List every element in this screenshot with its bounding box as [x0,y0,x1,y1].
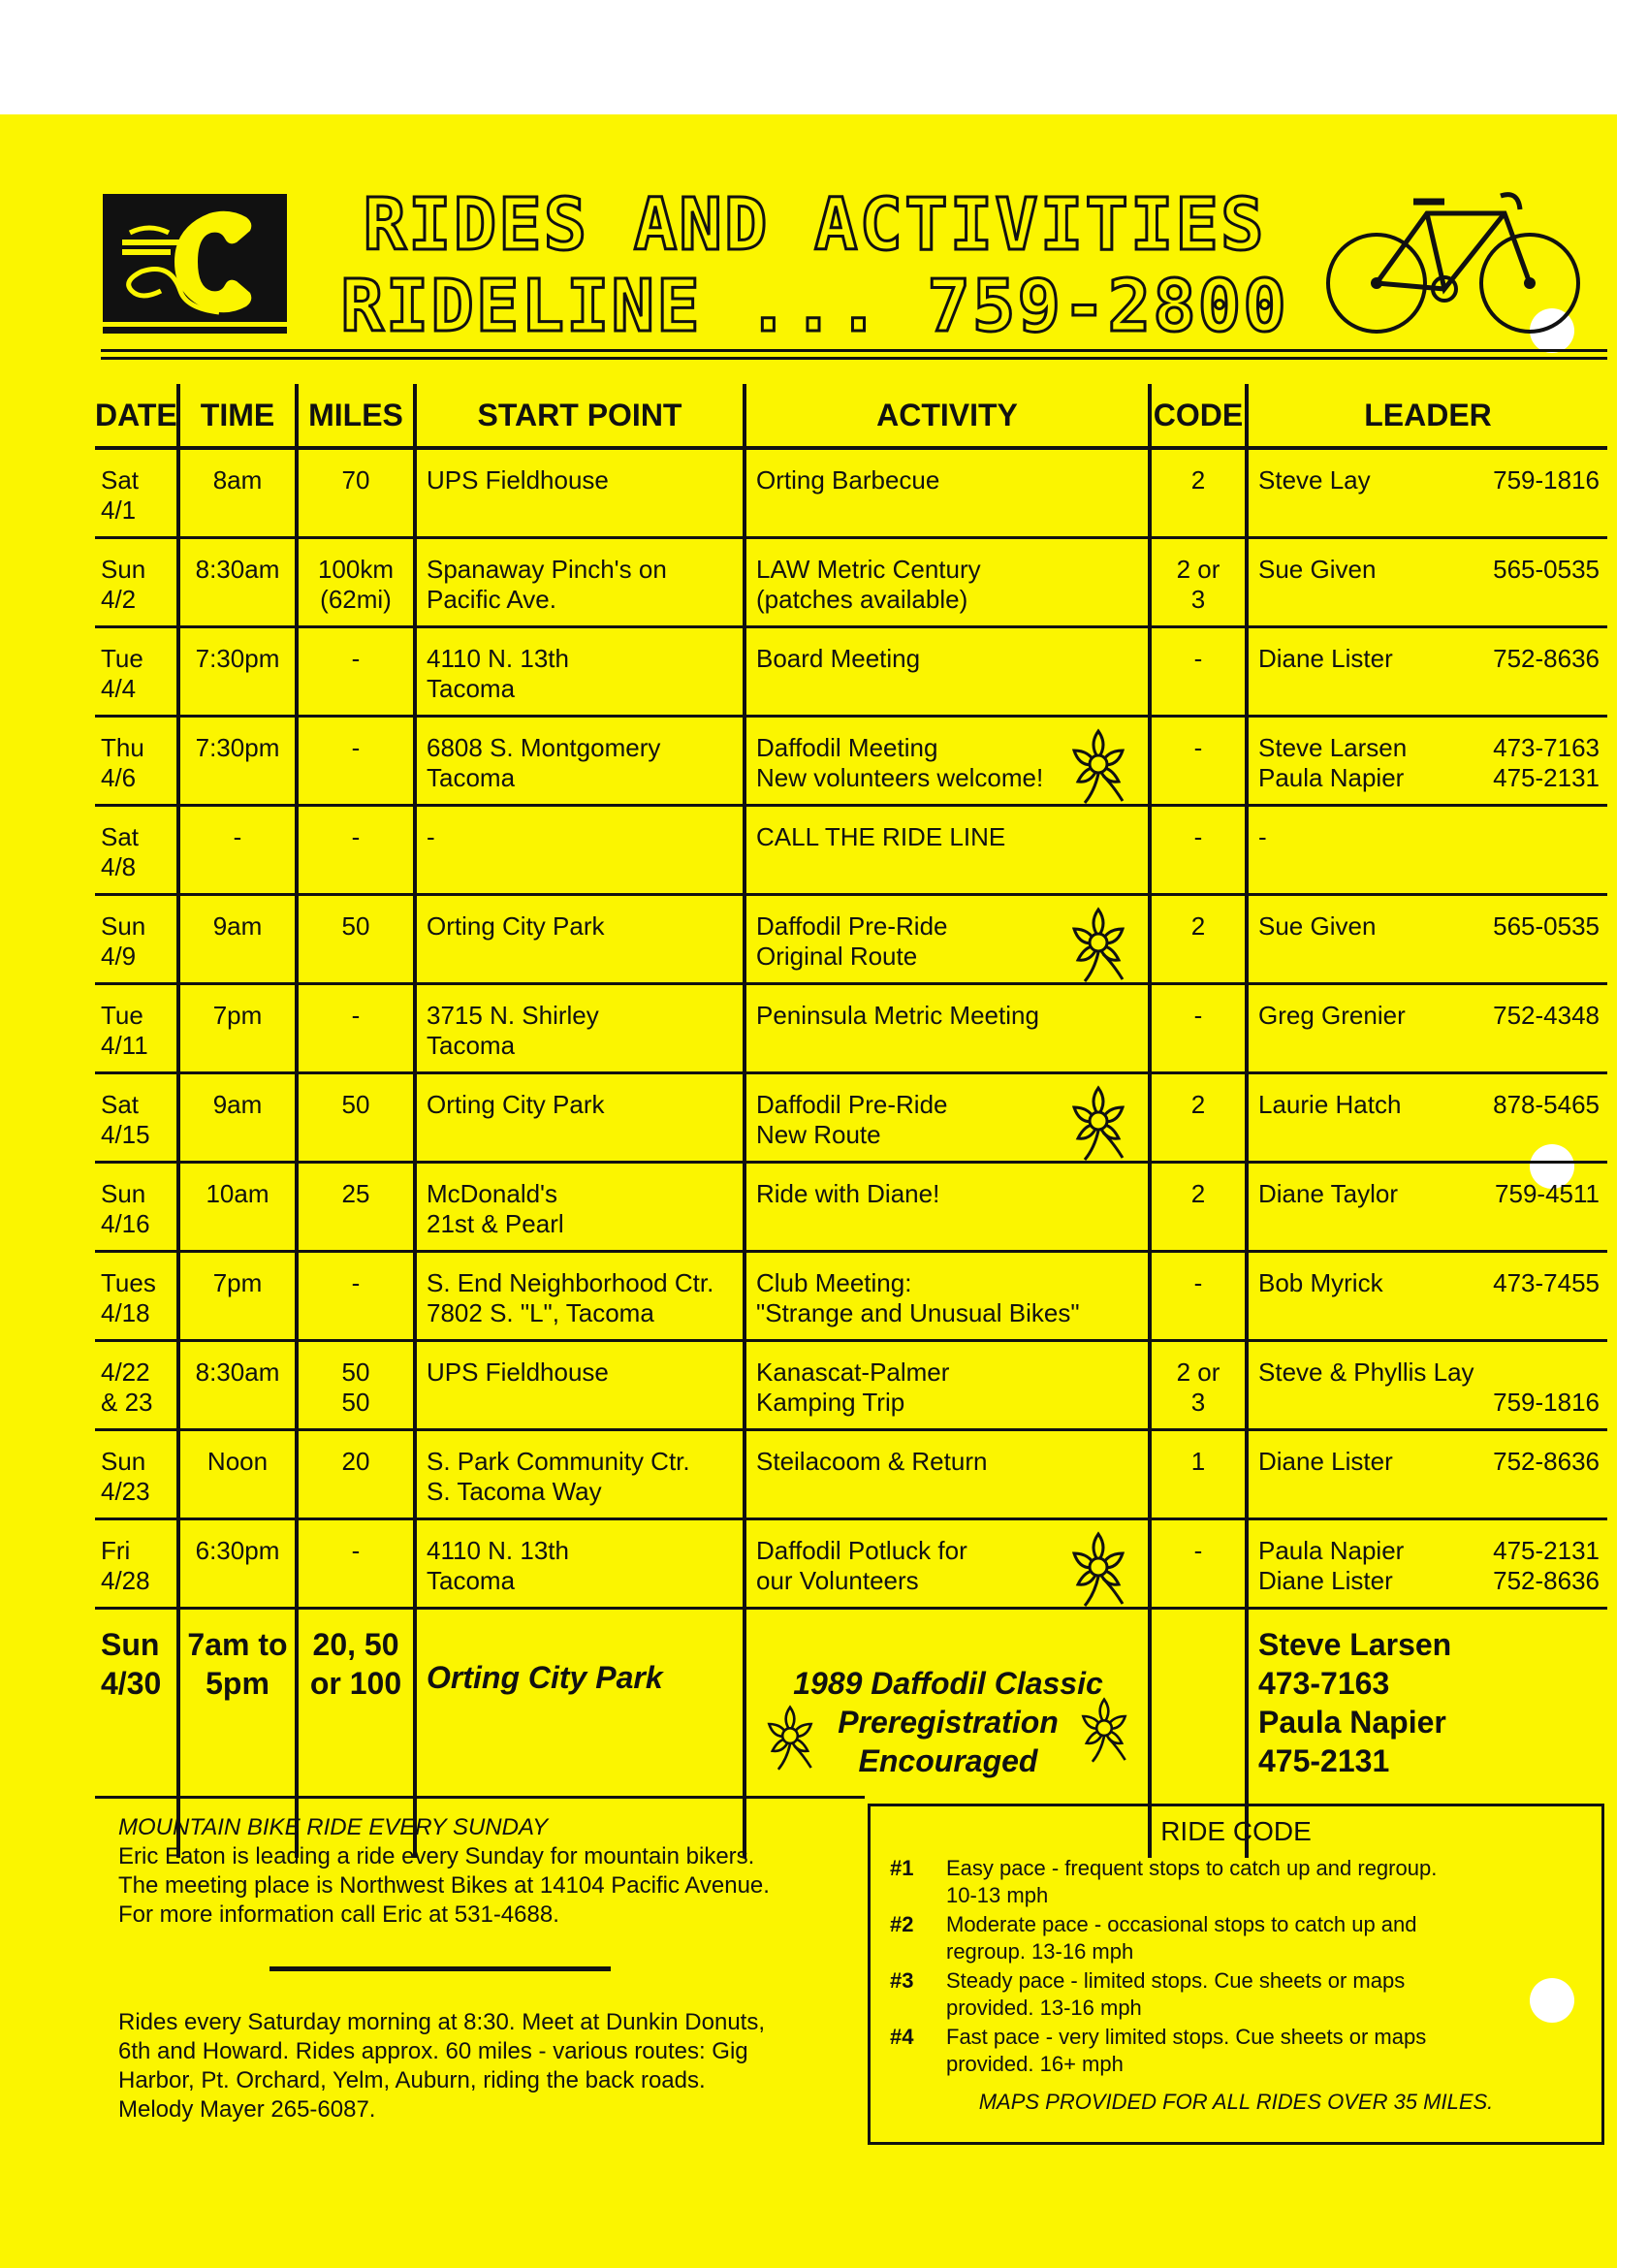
start-point-cell: Orting City Park [415,1073,745,1163]
time-cell: - [178,806,297,895]
table-row [95,806,1607,895]
section-divider [269,1966,611,1971]
ride-code-description: Steady pace - limited stops. Cue sheets or maps provided. 13-16 mph [946,1968,1406,2020]
daffodil-icon [1055,1078,1142,1163]
leader-cell [1247,1073,1607,1163]
ride-code-description: Moderate pace - occasional stops to catch up and regroup. 13-16 mph [946,1912,1417,1964]
time-cell: 9am [178,895,297,984]
code-cell: 2 [1150,1163,1247,1252]
header-divider [101,349,1607,352]
activity-cell [745,627,1150,717]
leader-info [1258,822,1600,852]
leader-cell: Steve Larsen 473-7163 Paula Napier 475-2131 [1247,1609,1607,1859]
date-cell: Tues 4/18 [95,1252,178,1341]
start-point-cell: McDonald's 21st & Pearl [415,1163,745,1252]
daffodil-icon [752,1699,828,1774]
leader-cell [1247,895,1607,984]
miles-cell: 50 50 [297,1341,415,1430]
leader-name: Laurie Hatch [1258,1090,1402,1119]
activity-text: Daffodil Pre-Ride New Route [756,1090,948,1149]
leader-name: Bob Myrick [1258,1268,1383,1297]
time-cell: 7pm [178,984,297,1073]
activity-text: Daffodil Pre-Ride Original Route [756,911,948,971]
leader-info [1258,555,1600,585]
maps-note: MAPS PROVIDED FOR ALL RIDES OVER 35 MILES. [978,2090,1494,2114]
date-cell: Sat 4/8 [95,806,178,895]
leader-phone: 473-7455 [1493,1268,1600,1297]
ride-schedule-table [95,384,1607,1858]
leader-phone: 565-0535 [1493,555,1600,584]
leader-info [1258,733,1600,793]
table-row [95,1163,1607,1252]
activity-text: Club Meeting: "Strange and Unusual Bikes" [756,1268,1080,1327]
leader-phone: 473-7163 475-2131 [1493,733,1600,792]
time-cell: 10am [178,1163,297,1252]
code-cell: 2 or 3 [1150,538,1247,627]
leader-info [1258,1358,1600,1418]
table-row [95,1430,1607,1519]
leader-phone: 759-1816 [1493,1388,1600,1417]
leader-name: Sue Given [1258,555,1377,584]
table-row [95,448,1607,538]
time-cell: 7:30pm [178,717,297,806]
ride-code-item [890,1967,1582,2022]
table-row [95,1073,1607,1163]
time-cell: 8am [178,448,297,538]
date-cell: Sun 4/23 [95,1430,178,1519]
activity-cell [745,538,1150,627]
title-line-1: RIDES AND ACTIVITIES [363,183,1266,267]
leader-cell [1247,1341,1607,1430]
miles-cell: 20 [297,1430,415,1519]
date-cell: Fri 4/28 [95,1519,178,1609]
date-cell: Sun 4/16 [95,1163,178,1252]
page-title [330,184,1299,347]
table-row [95,627,1607,717]
start-point-cell: 3715 N. Shirley Tacoma [415,984,745,1073]
leader-cell [1247,627,1607,717]
miles-cell: - [297,1519,415,1609]
miles-cell: 100km (62mi) [297,538,415,627]
daffodil-icon [1055,721,1142,806]
telephone-logo-icon [103,194,287,334]
activity-text: Steilacoom & Return [756,1447,988,1476]
leader-info [1258,1536,1600,1596]
leader-info [1258,1268,1600,1298]
table-row [95,895,1607,984]
code-cell: - [1150,984,1247,1073]
leader-info [1258,1001,1600,1031]
start-point-cell: 4110 N. 13th Tacoma [415,1519,745,1609]
table-row [95,1252,1607,1341]
code-cell: - [1150,1252,1247,1341]
start-point-cell: - [415,806,745,895]
table-header-row [95,384,1607,448]
start-point-cell: UPS Fieldhouse [415,448,745,538]
activity-text: Ride with Diane! [756,1179,940,1208]
code-cell: - [1150,806,1247,895]
title-line-2: RIDELINE ... 759-2800 [340,265,1288,348]
miles-cell: 70 [297,448,415,538]
ride-code-number: #2 [890,1912,914,1936]
ride-code-description: Fast pace - very limited stops. Cue sheets or maps provided. 16+ mph [946,2025,1427,2076]
column-header: CODE [1150,384,1247,448]
miles-cell: 25 [297,1163,415,1252]
activity-cell [745,448,1150,538]
code-cell: 1 [1150,1430,1247,1519]
start-point-cell: UPS Fieldhouse [415,1341,745,1430]
date-cell: Tue 4/4 [95,627,178,717]
leader-cell [1247,1519,1607,1609]
date-cell: Thu 4/6 [95,717,178,806]
date-cell: Sat 4/15 [95,1073,178,1163]
activity-cell [745,1252,1150,1341]
date-cell: Sun 4/2 [95,538,178,627]
activity-cell [745,1073,1150,1163]
ride-code-item [890,2024,1582,2078]
start-point-cell: S. Park Community Ctr. S. Tacoma Way [415,1430,745,1519]
activity-cell [745,717,1150,806]
activity-text: Kanascat-Palmer Kamping Trip [756,1358,950,1417]
code-cell: - [1150,1519,1247,1609]
activity-cell [745,1341,1150,1430]
activity-text: Daffodil Meeting New volunteers welcome! [756,733,1044,792]
code-cell: - [1150,627,1247,717]
leader-cell [1247,538,1607,627]
start-point-cell: S. End Neighborhood Ctr. 7802 S. "L", Tacoma [415,1252,745,1341]
daffodil-icon [1066,1691,1142,1767]
start-point-cell: 6808 S. Montgomery Tacoma [415,717,745,806]
leader-info [1258,1447,1600,1477]
time-cell: 8:30am [178,538,297,627]
miles-cell: - [297,984,415,1073]
ride-code-number: #1 [890,1856,914,1880]
leader-name: Greg Grenier [1258,1001,1406,1030]
column-header: DATE [95,384,178,448]
leader-info [1258,644,1600,674]
leader-name: Steve Larsen Paula Napier [1258,733,1408,792]
table-row [95,984,1607,1073]
leader-name: Diane Lister [1258,1447,1393,1476]
activity-text: LAW Metric Century (patches available) [756,555,981,614]
leader-name: Sue Given [1258,911,1377,941]
miles-cell: - [297,1252,415,1341]
leader-name: Paula Napier Diane Lister [1258,1536,1405,1595]
miles-cell: - [297,627,415,717]
date-cell: 4/22 & 23 [95,1341,178,1430]
ride-code-description: Easy pace - frequent stops to catch up and regroup. 10-13 mph [946,1856,1438,1907]
miles-cell: 50 [297,895,415,984]
date-cell: Sat 4/1 [95,448,178,538]
ride-code-item [890,1911,1582,1965]
date-cell: Sun 4/9 [95,895,178,984]
leader-name: Steve & Phyllis Lay [1258,1358,1474,1387]
miles-cell: 20, 50 or 100 [297,1609,415,1859]
leader-info [1258,465,1600,495]
column-header: LEADER [1247,384,1607,448]
leader-name: Diane Taylor [1258,1179,1399,1208]
column-header: TIME [178,384,297,448]
code-cell: 2 or 3 [1150,1341,1247,1430]
leader-phone: 565-0535 [1493,911,1600,941]
miles-cell: - [297,717,415,806]
activity-cell [745,984,1150,1073]
start-point-cell: Orting City Park [415,1609,745,1859]
time-cell: 7pm [178,1252,297,1341]
start-point-cell: 4110 N. 13th Tacoma [415,627,745,717]
activity-text: CALL THE RIDE LINE [756,822,1006,851]
column-header: START POINT [415,384,745,448]
miles-cell: - [297,806,415,895]
start-point-cell: Spanaway Pinch's on Pacific Ave. [415,538,745,627]
leader-name: Diane Lister [1258,644,1393,673]
leader-cell [1247,1252,1607,1341]
leader-info [1258,911,1600,942]
leader-cell [1247,1163,1607,1252]
date-cell: Sun 4/30 [101,1627,162,1701]
ride-code-number: #4 [890,2025,914,2049]
code-cell: 2 [1150,1073,1247,1163]
daffodil-icon [1055,900,1142,984]
activity-cell [745,1163,1150,1252]
leader-phone: 878-5465 [1493,1090,1600,1119]
activity-text: Daffodil Potluck for our Volunteers [756,1536,967,1595]
activity-text: Orting Barbecue [756,465,940,495]
ride-code-box [868,1804,1604,2145]
leader-cell [1247,984,1607,1073]
activity-text: Peninsula Metric Meeting [756,1001,1039,1030]
leader-phone: 752-8636 [1493,644,1600,673]
ride-code-number: #3 [890,1968,914,1993]
activity-cell [745,1430,1150,1519]
time-cell: Noon [178,1430,297,1519]
leader-cell [1247,717,1607,806]
saturday-rides-text: Rides every Saturday morning at 8:30. Meet at Dunkin Donuts, 6th and Howard. Rides approx. 60 miles - various routes: Gig Harbor, Pt. Orchard, Yelm, Auburn, riding the back roads. Melody Mayer 265-6087. [118,2009,766,2123]
mountain-bike-text: Eric Eaton is leading a ride every Sunday for mountain bikers. The meeting place is Northwest Bikes at 14104 Pacific Avenue. For more information call Eric at 531-4688. [118,1843,770,1928]
date-cell: Tue 4/11 [95,984,178,1073]
leader-cell [1247,806,1607,895]
time-cell: 8:30am [178,1341,297,1430]
leader-info [1258,1090,1600,1120]
activity-cell [745,806,1150,895]
time-cell: 7:30pm [178,627,297,717]
daffodil-icon [1055,1524,1142,1609]
start-point-cell: Orting City Park [415,895,745,984]
leader-phone: 759-1816 [1493,465,1600,495]
leader-cell [1247,1430,1607,1519]
leader-phone: 752-8636 [1493,1447,1600,1476]
column-header: MILES [297,384,415,448]
code-cell: 2 [1150,448,1247,538]
leader-info [1258,1179,1600,1209]
notes-section [118,1813,874,2124]
leader-cell [1247,448,1607,538]
column-header: ACTIVITY [745,384,1150,448]
table-row [95,717,1607,806]
leader-phone: 475-2131 752-8636 [1493,1536,1600,1595]
table-row [95,538,1607,627]
leader-name: Steve Lay [1258,465,1371,495]
time-cell: 6:30pm [178,1519,297,1609]
activity-cell [745,895,1150,984]
code-cell: - [1150,717,1247,806]
bicycle-icon [1320,175,1588,339]
mountain-bike-heading: MOUNTAIN BIKE RIDE EVERY SUNDAY [118,1814,549,1840]
footer-divider [95,1796,865,1799]
leader-name: - [1258,822,1267,851]
time-cell: 9am [178,1073,297,1163]
ride-code-title: RIDE CODE [1160,1816,1312,1846]
leader-phone: 759-4511 [1495,1179,1600,1208]
ride-code-item [890,1855,1582,1909]
activity-cell [745,1519,1150,1609]
miles-cell: 50 [297,1073,415,1163]
activity-text: Board Meeting [756,644,921,673]
table-row [95,1341,1607,1430]
header-divider [101,357,1607,360]
leader-phone: 752-4348 [1493,1001,1600,1030]
table-row [95,1519,1607,1609]
code-cell: 2 [1150,895,1247,984]
time-cell: 7am to 5pm [178,1609,297,1859]
activity-text: 1989 Daffodil Classic Preregistration Encouraged [793,1666,1103,1778]
